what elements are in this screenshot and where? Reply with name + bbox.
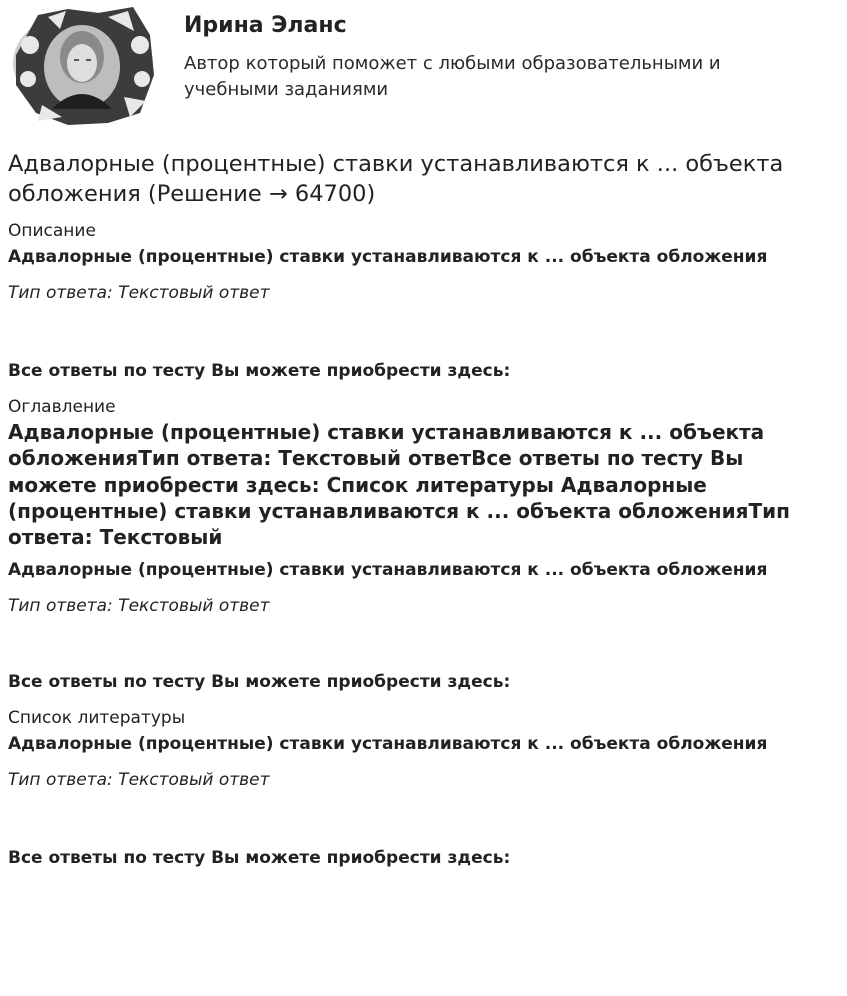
author-avatar <box>8 5 158 127</box>
references-section <box>8 706 839 872</box>
answer-type: Тип ответа: Текстовый ответ <box>8 595 270 616</box>
toc-summary: Адвалорные (процентные) ставки устанавливаются к ... объекта обложенияТип ответа: Текстовый ответВсе ответы по тесту Вы можете приобрести здесь: Список литературы Адвалорные (процентные) ставки устанавливаются к ... объекта обложенияТип ответа: Текстовый <box>8 420 790 550</box>
question-text: Адвалорные (процентные) ставки устанавливаются к ... объекта обложения <box>8 247 768 267</box>
page-title: Адвалорные (процентные) ставки устанавливаются к ... объекта обложения (Решение → 64700) <box>8 151 784 207</box>
section-label-description: Описание <box>8 221 96 241</box>
author-block <box>8 0 839 132</box>
author-info <box>184 11 784 103</box>
buy-answers-text: Все ответы по тесту Вы можете приобрести здесь: <box>8 671 511 692</box>
section-label-references: Список литературы <box>8 708 186 729</box>
author-name[interactable]: Ирина Эланс <box>184 13 347 38</box>
question-text: Адвалорные (процентные) ставки устанавливаются к ... объекта обложения <box>8 734 768 755</box>
description-section <box>8 219 839 385</box>
question-text: Адвалорные (процентные) ставки устанавливаются к ... объекта обложения <box>8 560 768 581</box>
toc-section <box>8 395 839 696</box>
buy-answers-text: Все ответы по тесту Вы можете приобрести здесь: <box>8 360 511 381</box>
answer-type: Тип ответа: Текстовый ответ <box>8 769 270 790</box>
buy-answers-text: Все ответы по тесту Вы можете приобрести здесь: <box>8 847 511 868</box>
author-description: Автор который поможет с любыми образовательными и учебными заданиями <box>184 53 721 100</box>
section-label-toc: Оглавление <box>8 397 116 417</box>
avatar-photo <box>44 25 120 109</box>
answer-type: Тип ответа: Текстовый ответ <box>8 282 270 303</box>
